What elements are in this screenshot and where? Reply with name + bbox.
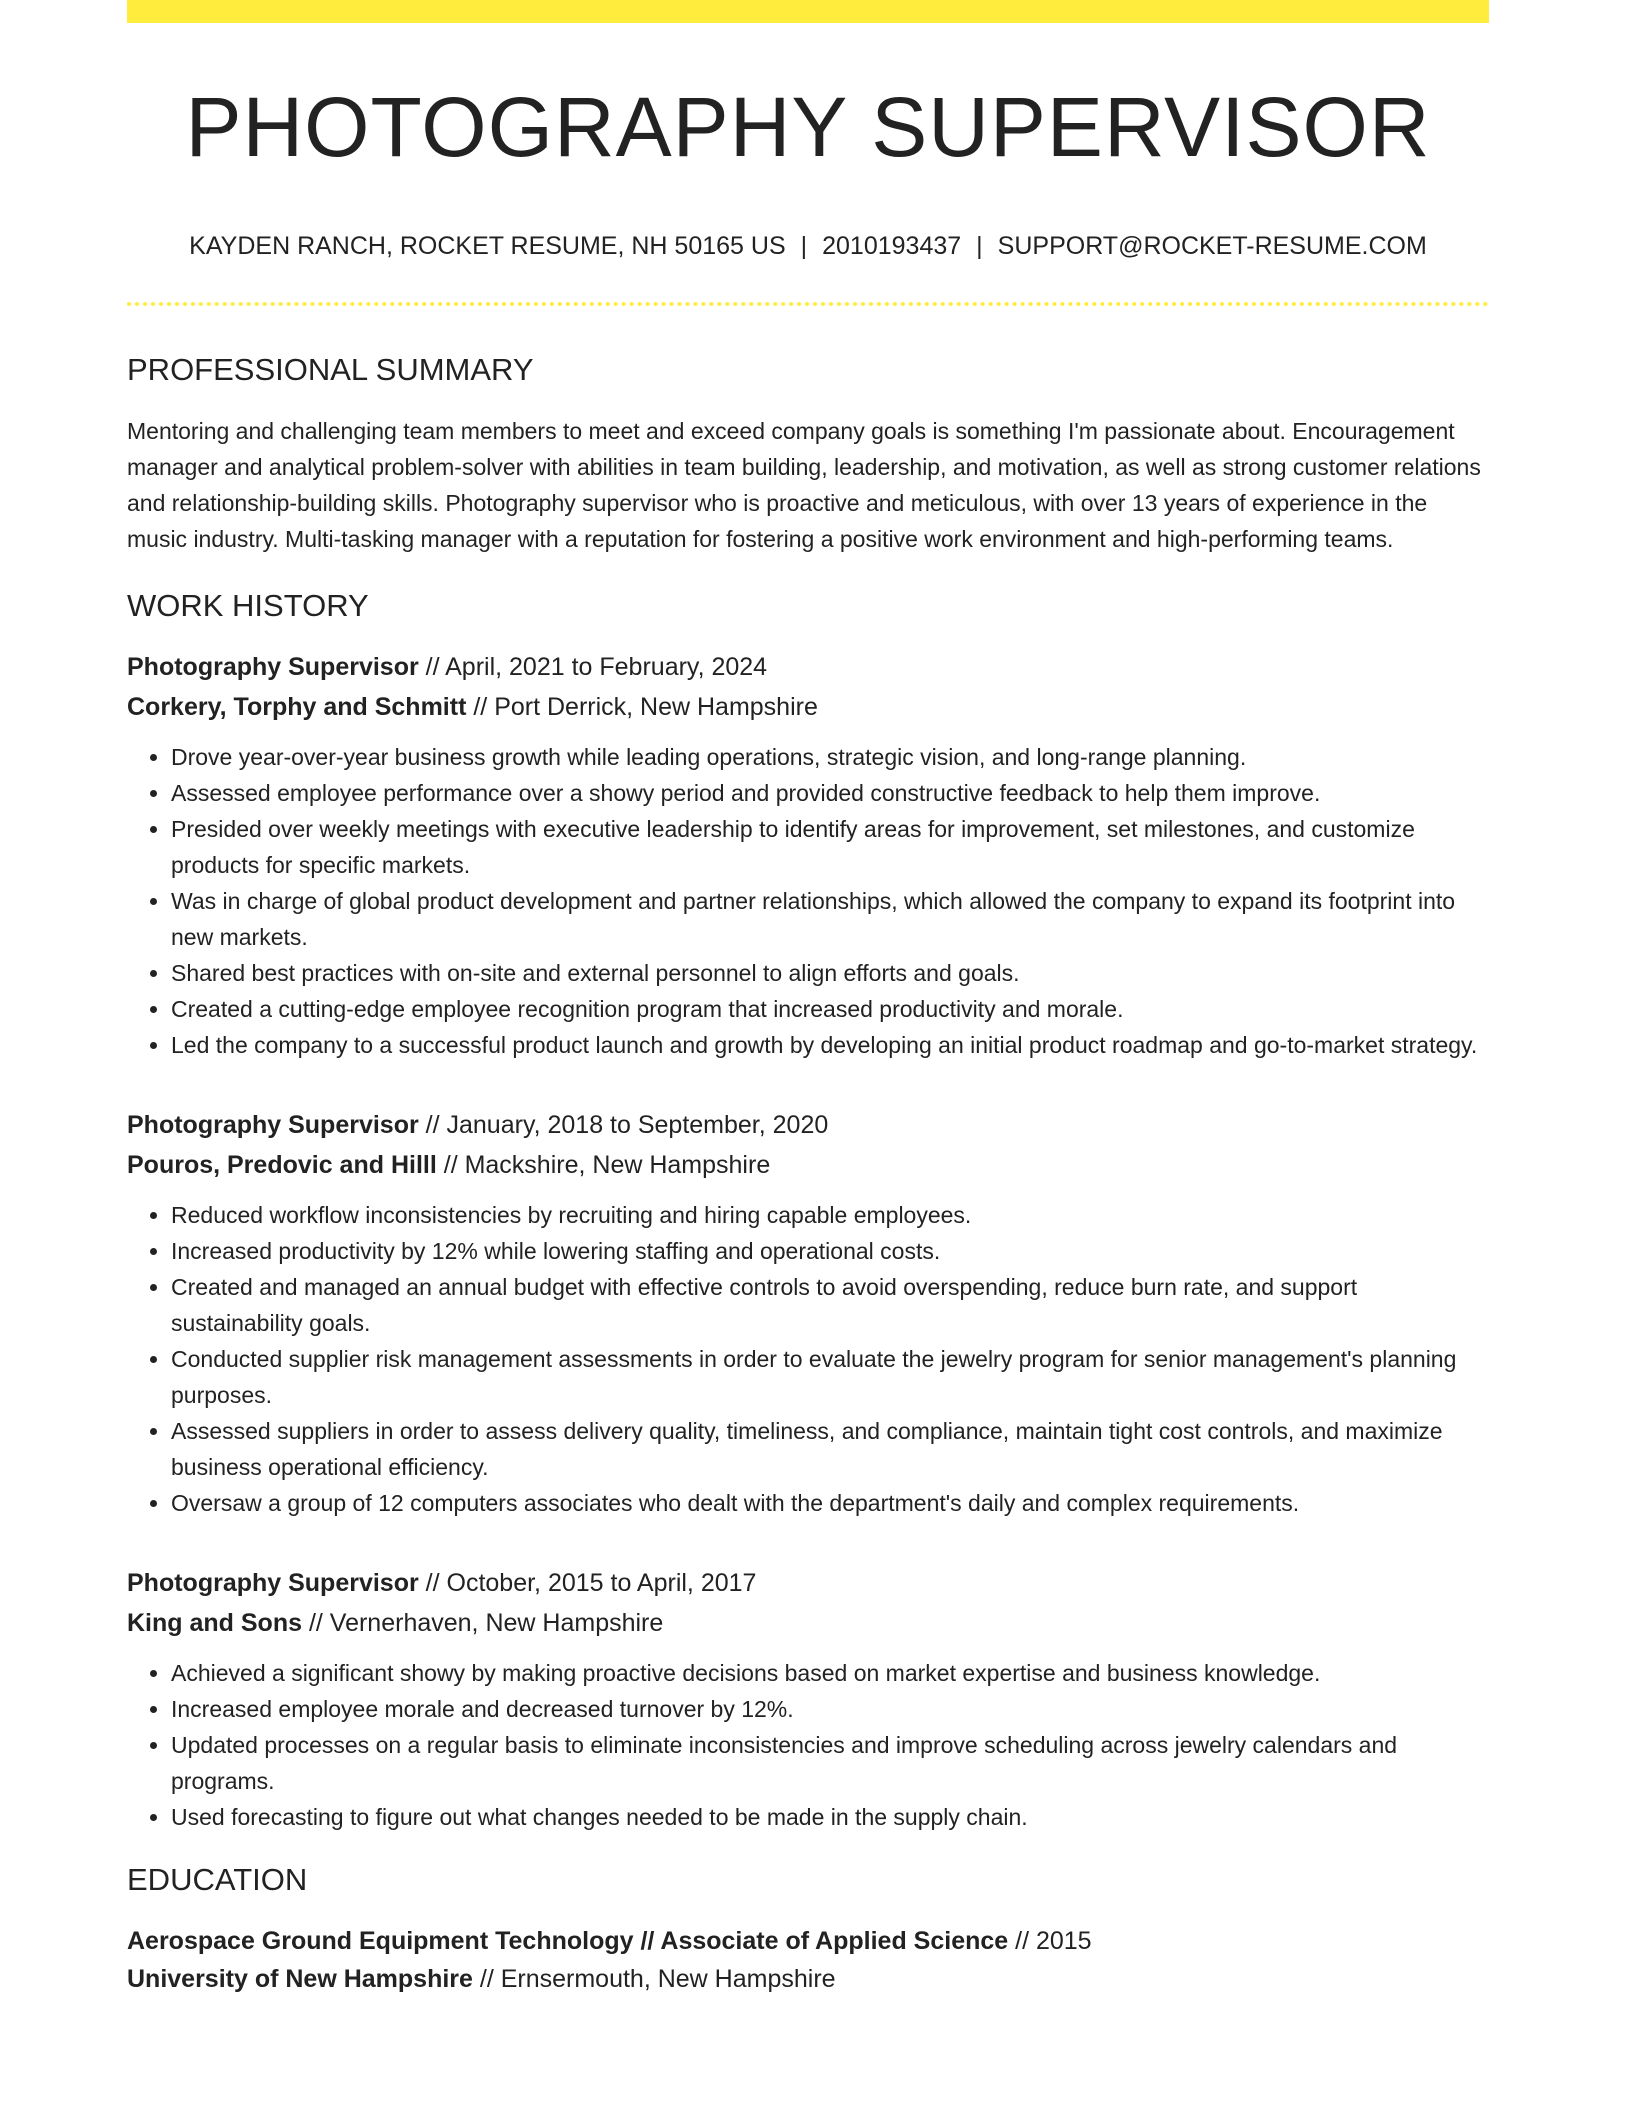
job-bullet: • Increased employee morale and decreased turnover by 12%. — [171, 1691, 1489, 1727]
education-degree-line — [127, 1922, 1489, 1960]
job-entry — [127, 647, 1489, 1063]
top-accent-bar — [127, 0, 1489, 23]
job-bullet: • Increased productivity by 12% while lowering staffing and operational costs. — [171, 1233, 1489, 1269]
resume-page — [127, 0, 1489, 1998]
job-company-line — [127, 687, 1489, 727]
job-bullet: • Was in charge of global product development and partner relationships, which allowed the company to expand its footprint into new markets. — [171, 883, 1489, 955]
education-school-line — [127, 1960, 1489, 1998]
dotted-divider — [127, 302, 1489, 306]
job-location: // Port Derrick, New Hampshire — [466, 692, 818, 721]
job-entry — [127, 1563, 1489, 1835]
job-bullets — [127, 1655, 1489, 1835]
job-title-line — [127, 1563, 1489, 1603]
education-school: University of New Hampshire — [127, 1965, 473, 1994]
job-dates: // January, 2018 to September, 2020 — [418, 1110, 829, 1139]
job-bullet: • Oversaw a group of 12 computers associates who dealt with the department's daily and complex requirements. — [171, 1485, 1489, 1521]
job-location: // Mackshire, New Hampshire — [436, 1150, 771, 1179]
education-location: // Ernsermouth, New Hampshire — [472, 1965, 836, 1994]
summary-text: Mentoring and challenging team members to meet and exceed company goals is something I'm passionate about. Encouragement manager and analytical problem-solver with abilities in team building, leadership, and motivation, as well as strong customer relations and relationship-building skills. Photography supervisor who is proactive and meticulous, with over 13 years of experience in the music industry. Multi-tasking manager with a reputation for fostering a positive work environment and high-performing teams. — [127, 417, 1481, 552]
job-company: King and Sons — [127, 1608, 302, 1637]
contact-address: KAYDEN RANCH, ROCKET RESUME, NH 50165 US — [189, 232, 786, 260]
job-bullet: • Created a cutting-edge employee recognition program that increased productivity and morale. — [171, 991, 1489, 1027]
education-degree: Aerospace Ground Equipment Technology // Associate of Applied Science — [127, 1927, 1009, 1956]
job-bullet: • Assessed employee performance over a showy period and provided constructive feedback to help them improve. — [171, 775, 1489, 811]
job-bullet: • Assessed suppliers in order to assess delivery quality, timeliness, and compliance, maintain tight cost controls, and maximize business operational efficiency. — [171, 1413, 1489, 1485]
job-bullet: • Led the company to a successful product launch and growth by developing an initial product roadmap and go-to-market strategy. — [171, 1027, 1489, 1063]
job-dates: // April, 2021 to February, 2024 — [418, 652, 768, 681]
resume-name: PHOTOGRAPHY SUPERVISOR — [185, 80, 1431, 174]
job-company: Corkery, Torphy and Schmitt — [127, 692, 467, 721]
job-role: Photography Supervisor — [127, 1568, 419, 1597]
job-bullet: • Achieved a significant showy by making proactive decisions based on market expertise and business knowledge. — [171, 1655, 1489, 1691]
job-location: // Vernerhaven, New Hampshire — [302, 1608, 664, 1637]
contact-phone: 2010193437 — [822, 232, 962, 260]
job-bullet: • Updated processes on a regular basis to eliminate inconsistencies and improve scheduling across jewelry calendars and programs. — [171, 1727, 1489, 1799]
education-entry — [127, 1922, 1489, 1998]
contact-separator: | — [976, 232, 983, 260]
job-bullets — [127, 1197, 1489, 1521]
job-bullet: • Drove year-over-year business growth while leading operations, strategic vision, and long-range planning. — [171, 739, 1489, 775]
summary-heading: PROFESSIONAL SUMMARY — [127, 351, 534, 387]
education-year: // 2015 — [1008, 1927, 1092, 1956]
job-company-line — [127, 1145, 1489, 1185]
job-bullet: • Reduced workflow inconsistencies by recruiting and hiring capable employees. — [171, 1197, 1489, 1233]
job-bullet: • Created and managed an annual budget with effective controls to avoid overspending, reduce burn rate, and support sustainability goals. — [171, 1269, 1489, 1341]
job-company: Pouros, Predovic and Hilll — [127, 1150, 437, 1179]
job-title-line — [127, 647, 1489, 687]
job-bullet: • Presided over weekly meetings with executive leadership to identify areas for improvement, set milestones, and customize products for specific markets. — [171, 811, 1489, 883]
job-title-line — [127, 1105, 1489, 1145]
education-heading: EDUCATION — [127, 1861, 308, 1897]
contact-line — [127, 233, 1489, 261]
job-dates: // October, 2015 to April, 2017 — [418, 1568, 757, 1597]
job-bullet: • Used forecasting to figure out what changes needed to be made in the supply chain. — [171, 1799, 1489, 1835]
job-bullets — [127, 739, 1489, 1063]
job-role: Photography Supervisor — [127, 1110, 419, 1139]
contact-separator: | — [800, 232, 808, 260]
contact-email: SUPPORT@ROCKET-RESUME.COM — [997, 232, 1427, 260]
job-bullet: • Shared best practices with on-site and external personnel to align efforts and goals. — [171, 955, 1489, 991]
job-company-line — [127, 1603, 1489, 1643]
job-role: Photography Supervisor — [127, 652, 419, 681]
job-entry — [127, 1105, 1489, 1521]
work-history-heading: WORK HISTORY — [127, 587, 369, 623]
job-bullet: • Conducted supplier risk management assessments in order to evaluate the jewelry program for senior management's planning purposes. — [171, 1341, 1489, 1413]
